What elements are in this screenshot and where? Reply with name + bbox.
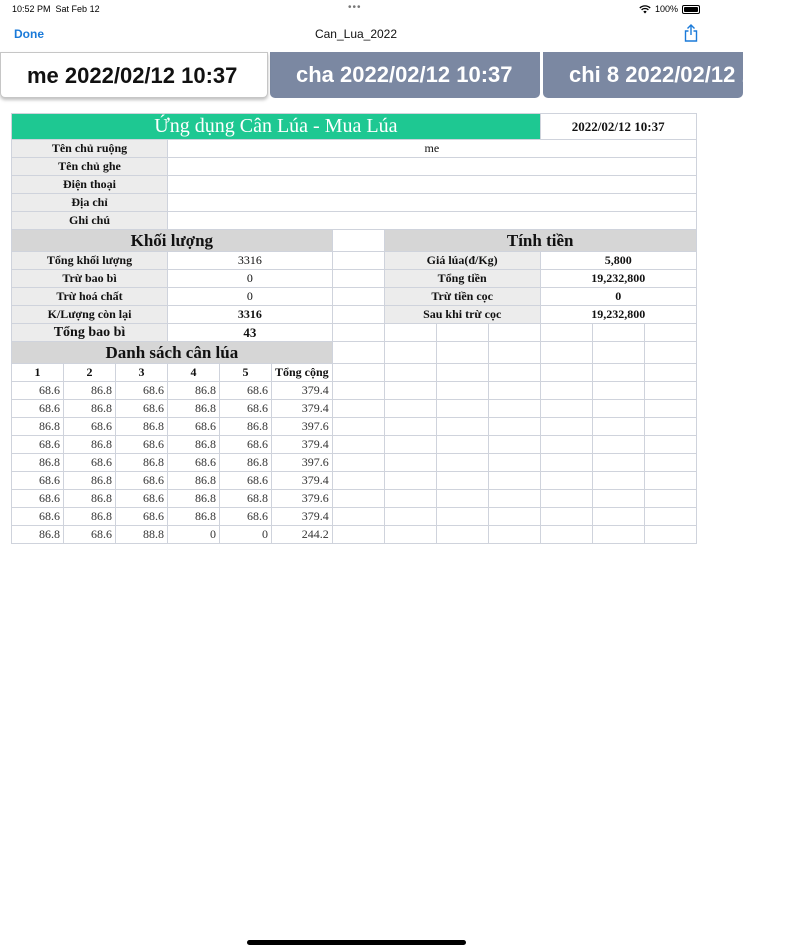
- weight-cell[interactable]: 68.6: [220, 508, 272, 526]
- row-total-cell[interactable]: 379.6: [272, 490, 333, 508]
- weight-cell[interactable]: 86.8: [64, 436, 116, 454]
- empty-cell: [384, 526, 436, 544]
- empty-cell: [644, 472, 696, 490]
- weight-cell[interactable]: 68.6: [116, 382, 168, 400]
- row-total-cell[interactable]: 379.4: [272, 382, 333, 400]
- table-row: [12, 418, 697, 436]
- empty-cell: [488, 526, 540, 544]
- empty-cell: [644, 454, 696, 472]
- empty-cell: [540, 454, 592, 472]
- weight-cell[interactable]: 86.8: [220, 418, 272, 436]
- weight-cell[interactable]: 68.6: [168, 418, 220, 436]
- info-value[interactable]: [168, 176, 697, 194]
- weight-cell[interactable]: 86.8: [168, 382, 220, 400]
- title-row: [12, 114, 697, 140]
- empty-cell: [592, 472, 644, 490]
- info-label: Địa chỉ: [12, 194, 168, 212]
- list-section-title: Danh sách cân lúa: [12, 342, 333, 364]
- weight-cell[interactable]: 86.8: [64, 382, 116, 400]
- tab-cha[interactable]: cha 2022/02/12 10:37: [270, 52, 540, 98]
- weight-label: Trừ bao bì: [12, 270, 168, 288]
- rice-weighing-sheet: [11, 113, 697, 544]
- weight-cell[interactable]: 86.8: [12, 454, 64, 472]
- column-header: 2: [64, 364, 116, 382]
- empty-cell: [644, 508, 696, 526]
- navigation-bar: [0, 18, 712, 50]
- table-row: [12, 472, 697, 490]
- total-bags-row: [12, 324, 697, 342]
- info-row: [12, 194, 697, 212]
- empty-cell: [592, 418, 644, 436]
- weight-cell[interactable]: 68.6: [220, 382, 272, 400]
- summary-row: [12, 270, 697, 288]
- weight-cell[interactable]: 86.8: [116, 454, 168, 472]
- sheet-tabs: [0, 52, 798, 100]
- weight-cell[interactable]: 68.6: [12, 490, 64, 508]
- weight-cell[interactable]: 68.6: [64, 526, 116, 544]
- weight-cell[interactable]: 0: [168, 526, 220, 544]
- empty-cell: [488, 508, 540, 526]
- empty-cell: [488, 400, 540, 418]
- info-label: Ghi chú: [12, 212, 168, 230]
- column-header: 1: [12, 364, 64, 382]
- app-title: Ứng dụng Cân Lúa - Mua Lúa: [12, 114, 541, 140]
- share-button[interactable]: [684, 24, 698, 47]
- list-header-row: [12, 364, 697, 382]
- weight-cell[interactable]: 68.6: [220, 472, 272, 490]
- empty-cell: [540, 418, 592, 436]
- weight-cell[interactable]: 86.8: [64, 508, 116, 526]
- empty-cell: [644, 382, 696, 400]
- empty-cell: [332, 508, 384, 526]
- row-total-cell[interactable]: 379.4: [272, 400, 333, 418]
- empty-cell: [332, 490, 384, 508]
- weight-value[interactable]: 3316: [168, 252, 333, 270]
- weight-cell[interactable]: 86.8: [64, 490, 116, 508]
- empty-cell: [592, 400, 644, 418]
- section-header-row: [12, 230, 697, 252]
- empty-cell: [540, 436, 592, 454]
- share-icon: [684, 24, 698, 42]
- status-right: [639, 4, 700, 14]
- weight-cell[interactable]: 68.6: [168, 454, 220, 472]
- row-total-cell[interactable]: 379.4: [272, 508, 333, 526]
- empty-cell: [488, 436, 540, 454]
- info-row: [12, 212, 697, 230]
- weight-cell[interactable]: 68.6: [12, 436, 64, 454]
- info-label: Điện thoại: [12, 176, 168, 194]
- weight-cell[interactable]: 86.8: [12, 418, 64, 436]
- weight-cell[interactable]: 68.6: [64, 418, 116, 436]
- price-section-title: Tính tiền: [384, 230, 696, 252]
- column-header: 5: [220, 364, 272, 382]
- summary-row: [12, 252, 697, 270]
- weighing-list: [12, 382, 697, 544]
- weight-cell[interactable]: 86.8: [168, 472, 220, 490]
- price-value[interactable]: 0: [540, 288, 696, 306]
- empty-cell: [592, 436, 644, 454]
- weight-label: Trừ hoá chất: [12, 288, 168, 306]
- wifi-icon: [639, 5, 651, 14]
- empty-cell: [332, 400, 384, 418]
- empty-cell: [436, 472, 488, 490]
- tab-chi-8[interactable]: chi 8 2022/02/12 10:37: [543, 52, 743, 98]
- empty-cell: [540, 382, 592, 400]
- info-value[interactable]: [168, 194, 697, 212]
- price-label: Giá lúa(đ/Kg): [384, 252, 540, 270]
- empty-cell: [592, 382, 644, 400]
- weight-cell[interactable]: 68.6: [12, 400, 64, 418]
- empty-cell: [384, 490, 436, 508]
- row-total-cell[interactable]: 397.6: [272, 418, 333, 436]
- status-bar: [0, 0, 712, 18]
- empty-cell: [644, 400, 696, 418]
- empty-cell: [644, 418, 696, 436]
- multitasking-dots-icon[interactable]: •••: [348, 2, 362, 13]
- empty-cell: [436, 526, 488, 544]
- summary-row: [12, 306, 697, 324]
- weight-cell[interactable]: 86.8: [168, 508, 220, 526]
- table-row: [12, 400, 697, 418]
- weight-cell[interactable]: 86.8: [12, 526, 64, 544]
- weight-label: K/Lượng còn lại: [12, 306, 168, 324]
- price-label: Tổng tiền: [384, 270, 540, 288]
- sheet-date: 2022/02/12 10:37: [540, 114, 696, 140]
- row-total-cell[interactable]: 379.4: [272, 436, 333, 454]
- empty-cell: [488, 382, 540, 400]
- battery-icon: [682, 5, 700, 14]
- empty-cell: [384, 454, 436, 472]
- home-indicator: [247, 940, 466, 945]
- empty-cell: [436, 382, 488, 400]
- empty-cell: [332, 526, 384, 544]
- empty-cell: [540, 472, 592, 490]
- info-label: Tên chủ ruộng: [12, 140, 168, 158]
- tab-me[interactable]: me 2022/02/12 10:37: [0, 52, 268, 98]
- empty-cell: [384, 436, 436, 454]
- price-label: Sau khi trừ cọc: [384, 306, 540, 324]
- total-bags-value[interactable]: 43: [168, 324, 333, 342]
- row-total-cell[interactable]: 379.4: [272, 472, 333, 490]
- weight-cell[interactable]: 68.6: [64, 454, 116, 472]
- empty-cell: [436, 436, 488, 454]
- empty-cell: [540, 508, 592, 526]
- weight-cell[interactable]: 68.6: [116, 400, 168, 418]
- row-total-cell[interactable]: 397.6: [272, 454, 333, 472]
- price-label: Trừ tiền cọc: [384, 288, 540, 306]
- weight-cell[interactable]: 86.8: [168, 490, 220, 508]
- weight-cell[interactable]: 68.6: [116, 490, 168, 508]
- weight-cell[interactable]: 68.6: [116, 508, 168, 526]
- weight-cell[interactable]: 68.6: [12, 472, 64, 490]
- info-row: [12, 158, 697, 176]
- empty-cell: [540, 526, 592, 544]
- info-value[interactable]: [168, 158, 697, 176]
- empty-cell: [436, 508, 488, 526]
- empty-cell: [488, 418, 540, 436]
- weight-cell[interactable]: 86.8: [220, 454, 272, 472]
- empty-cell: [332, 472, 384, 490]
- weight-label: Tổng khối lượng: [12, 252, 168, 270]
- empty-cell: [540, 490, 592, 508]
- weight-cell[interactable]: 68.8: [220, 490, 272, 508]
- table-row: [12, 526, 697, 544]
- weight-cell[interactable]: 68.6: [12, 508, 64, 526]
- done-button[interactable]: Done: [14, 27, 44, 41]
- summary-row: [12, 288, 697, 306]
- weight-cell[interactable]: 86.8: [64, 472, 116, 490]
- empty-cell: [488, 472, 540, 490]
- empty-cell: [384, 400, 436, 418]
- price-value[interactable]: 19,232,800: [540, 306, 696, 324]
- table-row: [12, 508, 697, 526]
- weight-cell[interactable]: 0: [220, 526, 272, 544]
- info-value[interactable]: [168, 212, 697, 230]
- battery-percent: 100%: [654, 4, 678, 14]
- column-header: 3: [116, 364, 168, 382]
- empty-cell: [332, 436, 384, 454]
- empty-cell: [540, 400, 592, 418]
- empty-cell: [384, 418, 436, 436]
- weight-cell[interactable]: 86.8: [168, 436, 220, 454]
- empty-cell: [384, 508, 436, 526]
- empty-cell: [488, 454, 540, 472]
- status-time: 10:52 PM Sat Feb 12: [12, 4, 100, 14]
- weight-cell[interactable]: 86.8: [168, 400, 220, 418]
- table-row: [12, 382, 697, 400]
- empty-cell: [384, 472, 436, 490]
- list-title-row: [12, 342, 697, 364]
- empty-cell: [436, 454, 488, 472]
- empty-cell: [436, 418, 488, 436]
- empty-cell: [592, 490, 644, 508]
- empty-cell: [592, 526, 644, 544]
- total-bags-label: Tổng bao bì: [12, 324, 168, 342]
- empty-cell: [592, 508, 644, 526]
- empty-cell: [332, 454, 384, 472]
- row-total-cell[interactable]: 244.2: [272, 526, 333, 544]
- empty-cell: [384, 382, 436, 400]
- weight-cell[interactable]: 68.6: [116, 436, 168, 454]
- empty-cell: [332, 382, 384, 400]
- weight-value[interactable]: 0: [168, 270, 333, 288]
- empty-cell: [644, 490, 696, 508]
- price-value[interactable]: 19,232,800: [540, 270, 696, 288]
- empty-cell: [436, 490, 488, 508]
- info-row: [12, 140, 697, 158]
- document-title: Can_Lua_2022: [314, 27, 398, 41]
- table-row: [12, 436, 697, 454]
- empty-cell: [644, 436, 696, 454]
- info-value[interactable]: me: [168, 140, 697, 158]
- weight-cell[interactable]: 88.8: [116, 526, 168, 544]
- weight-cell[interactable]: 86.8: [64, 400, 116, 418]
- price-value[interactable]: 5,800: [540, 252, 696, 270]
- empty-cell: [488, 490, 540, 508]
- weight-cell[interactable]: 68.6: [220, 400, 272, 418]
- info-row: [12, 176, 697, 194]
- weight-value[interactable]: 3316: [168, 306, 333, 324]
- weight-section-title: Khối lượng: [12, 230, 333, 252]
- weight-cell[interactable]: 68.6: [12, 382, 64, 400]
- empty-cell: [332, 418, 384, 436]
- table-row: [12, 490, 697, 508]
- column-header: Tổng cộng: [272, 364, 333, 382]
- weight-cell[interactable]: 86.8: [116, 418, 168, 436]
- table-row: [12, 454, 697, 472]
- weight-value[interactable]: 0: [168, 288, 333, 306]
- weight-cell[interactable]: 68.6: [116, 472, 168, 490]
- empty-cell: [644, 526, 696, 544]
- info-label: Tên chủ ghe: [12, 158, 168, 176]
- empty-cell: [592, 454, 644, 472]
- weight-cell[interactable]: 68.6: [220, 436, 272, 454]
- column-header: 4: [168, 364, 220, 382]
- empty-cell: [436, 400, 488, 418]
